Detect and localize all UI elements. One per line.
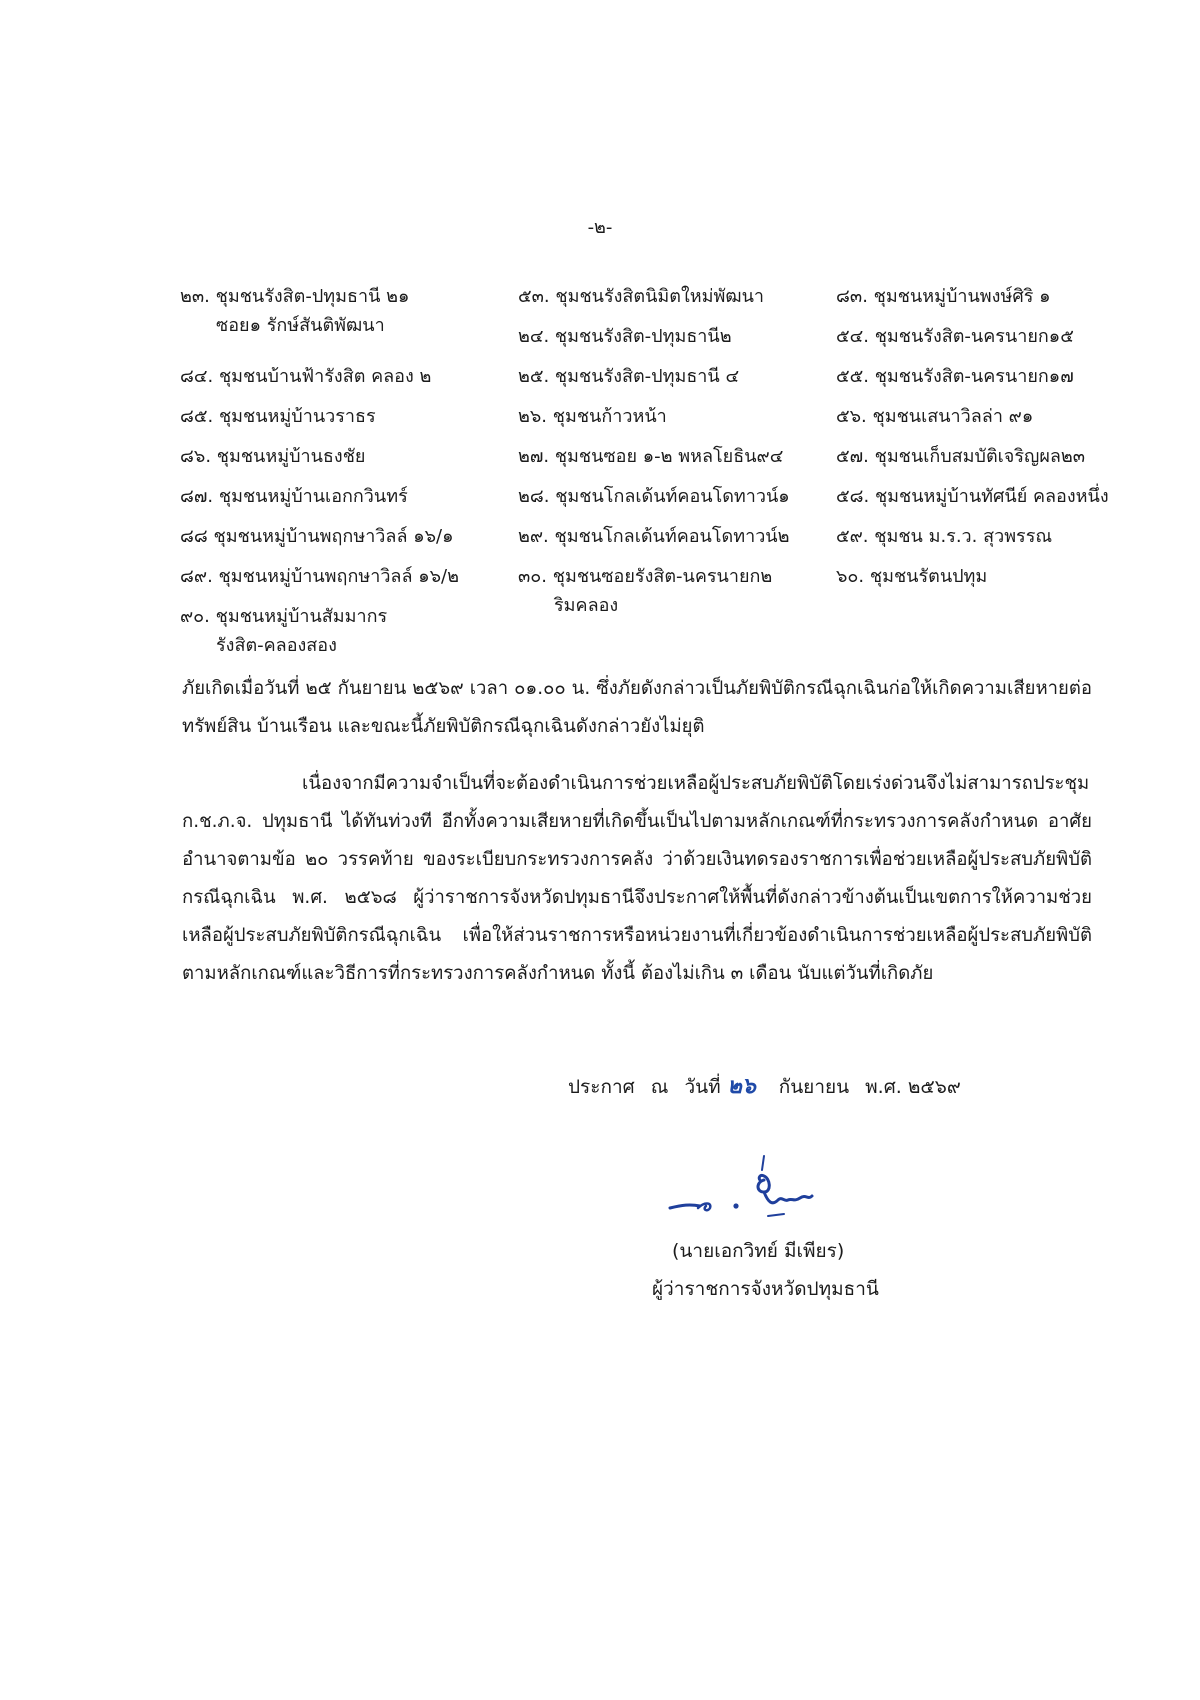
community-name: ๘๖. ชุมชนหมู่บ้านธงชัย xyxy=(180,446,366,467)
community-list-item xyxy=(518,402,836,442)
community-list-item xyxy=(180,402,518,442)
community-name: ๕๔. ชุมชนรังสิต-นครนายก๑๕ xyxy=(836,326,1074,347)
community-name-continuation: ซอย๑ รักษ์สันติพัฒนา xyxy=(216,315,385,336)
community-list-item xyxy=(518,482,836,522)
community-name: ๕๓. ชุมชนรังสิตนิมิตใหม่พัฒนา xyxy=(518,286,765,307)
community-list-item xyxy=(836,322,1100,362)
community-name: ๙๐. ชุมชนหมู่บ้านสัมมากร xyxy=(180,606,388,627)
community-name: ๘๓. ชุมชนหมู่บ้านพงษ์ศิริ ๑ xyxy=(836,286,1051,307)
community-name: ๘๙. ชุมชนหมู่บ้านพฤกษาวิลล์ ๑๖/๒ xyxy=(180,566,459,587)
community-list-item xyxy=(518,522,836,562)
community-list-item xyxy=(836,402,1100,442)
handwritten-day: ๒๖ xyxy=(727,1074,756,1099)
community-name: ๕๖. ชุมชนเสนาวิลล่า ๙๑ xyxy=(836,406,1034,427)
announcement-day-word: วันที่ xyxy=(684,1076,721,1098)
community-name: ๒๕. ชุมชนรังสิต-ปทุมธานี ๔ xyxy=(518,366,740,387)
community-list xyxy=(180,282,1109,682)
announcement-prefix: ประกาศ xyxy=(568,1076,635,1098)
community-list-item xyxy=(518,562,836,642)
community-name: ๘๘ ชุมชนหมู่บ้านพฤกษาวิลล์ ๑๖/๑ xyxy=(180,526,454,547)
signature xyxy=(660,1150,860,1230)
community-name: ๘๕. ชุมชนหมู่บ้านวราธร xyxy=(180,406,376,427)
signer-title: ผู้ว่าราชการจังหวัดปทุมธานี xyxy=(652,1278,879,1300)
declaration-paragraph: เนื่องจากมีความจำเป็นที่จะต้องดำเนินการช่วยเหลือผู้ประสบภัยพิบัติโดยเร่งด่วนจึงไม่สามารถประชุม ก.ช.ภ.จ. ปทุมธานี ได้ทันท่วงที อีกทั้งความเสียหายที่เกิดขึ้นเป็นไปตามหลักเกณฑ์ที่กระทรวงการคลังกำหนด อาศัยอำนาจตามข้อ ๒๐ วรรคท้าย ของระเบียบกระทรวงการคลัง ว่าด้วยเงินทดรองราชการเพื่อช่วยเหลือผู้ประสบภัยพิบัติกรณีฉุกเฉิน พ.ศ. ๒๕๖๘ ผู้ว่าราชการจังหวัดปทุมธานีจึงประกาศให้พื้นที่ดังกล่าวข้างต้นเป็นเขตการให้ความช่วยเหลือผู้ประสบภัยพิบัติกรณีฉุกเฉิน เพื่อให้ส่วนราชการหรือหน่วยงานที่เกี่ยวข้องดำเนินการช่วยเหลือผู้ประสบภัยพิบัติตามหลักเกณฑ์และวิธีการที่กระทรวงการคลังกำหนด ทั้งนี้ ต้องไม่เกิน ๓ เดือน นับแต่วันที่เกิดภัย xyxy=(182,773,1092,984)
community-list-item xyxy=(836,282,1100,322)
community-list-item xyxy=(180,362,518,402)
community-name: ๒๔. ชุมชนรังสิต-ปทุมธานี๒ xyxy=(518,326,732,347)
community-name: ๒๙. ชุมชนโกลเด้นท์คอนโดทาวน์๒ xyxy=(518,526,790,547)
community-name: ๒๖. ชุมชนก้าวหน้า xyxy=(518,406,667,427)
community-name: ๕๘. ชุมชนหมู่บ้านทัศนีย์ คลองหนึ่ง xyxy=(836,486,1109,507)
community-name-continuation: ริมคลอง xyxy=(554,595,619,616)
community-name: ๒๓. ชุมชนรังสิต-ปทุมธานี ๒๑ xyxy=(180,286,410,307)
community-name: ๖๐. ชุมชนรัตนปทุม xyxy=(836,566,988,587)
community-list-item xyxy=(836,562,1100,602)
announcement-month: กันยายน xyxy=(778,1076,850,1098)
community-name: ๒๗. ชุมชนซอย ๑-๒ พหลโยธิน๙๔ xyxy=(518,446,784,467)
community-name: ๕๙. ชุมชน ม.ร.ว. สุวพรรณ xyxy=(836,526,1053,547)
community-list-item xyxy=(836,442,1100,482)
announcement-year: พ.ศ. ๒๕๖๙ xyxy=(865,1076,961,1098)
community-name: ๓๐. ชุมชนซอยรังสิต-นครนายก๒ xyxy=(518,566,773,587)
announcement-at: ณ xyxy=(650,1076,669,1098)
page-number: -๒- xyxy=(587,217,613,238)
community-list-item xyxy=(836,362,1100,402)
community-name: ๕๗. ชุมชนเก็บสมบัติเจริญผล๒๓ xyxy=(836,446,1086,467)
community-list-item xyxy=(180,562,518,602)
community-list-item xyxy=(180,282,518,362)
community-list-item xyxy=(518,282,836,322)
community-list-item xyxy=(836,522,1100,562)
community-list-item xyxy=(518,442,836,482)
community-list-item xyxy=(836,482,1109,522)
announcement-date-line xyxy=(568,1068,961,1103)
community-name: ๘๔. ชุมชนบ้านฟ้ารังสิต คลอง ๒ xyxy=(180,366,432,387)
community-name: ๕๕. ชุมชนรังสิต-นครนายก๑๗ xyxy=(836,366,1074,387)
community-name: ๒๘. ชุมชนโกลเด้นท์คอนโดทาวน์๑ xyxy=(518,486,790,507)
community-list-item xyxy=(180,482,518,522)
signer-name: (นายเอกวิทย์ มีเพียร) xyxy=(672,1240,845,1262)
community-name-continuation: รังสิต-คลองสอง xyxy=(216,635,337,656)
community-name: ๘๗. ชุมชนหมู่บ้านเอกกวินทร์ xyxy=(180,486,408,507)
community-list-item xyxy=(518,322,836,362)
community-list-item xyxy=(180,442,518,482)
community-list-item xyxy=(180,522,518,562)
disaster-date-paragraph: ภัยเกิดเมื่อวันที่ ๒๕ กันยายน ๒๕๖๙ เวลา ๐๑.๐๐ น. ซึ่งภัยดังกล่าวเป็นภัยพิบัติกรณีฉุกเฉินก่อให้เกิดความเสียหายต่อทรัพย์สิน บ้านเรือน และขณะนี้ภัยพิบัติกรณีฉุกเฉินดังกล่าวยังไม่ยุติ xyxy=(182,678,1092,737)
community-list-item xyxy=(518,362,836,402)
